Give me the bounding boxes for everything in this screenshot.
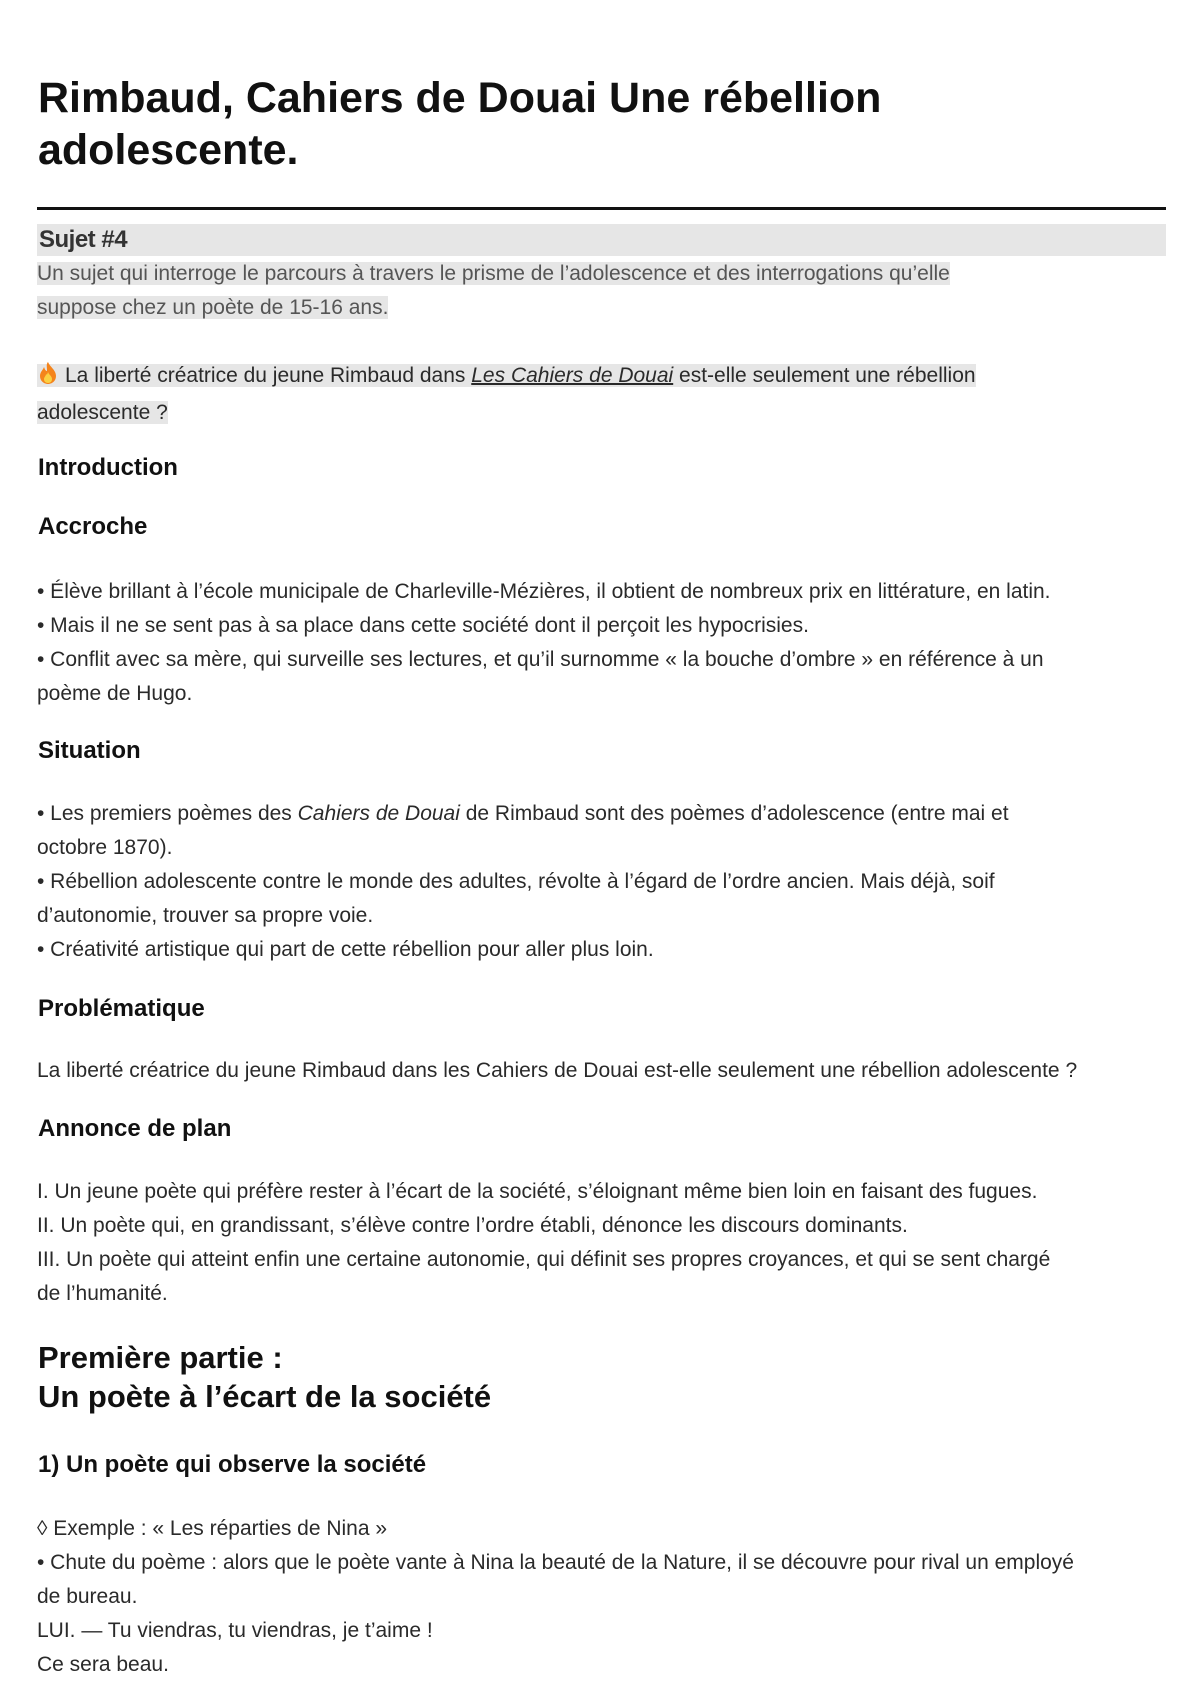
heading-sub-1: 1) Un poète qui observe la société [38, 1451, 427, 1478]
page-title [38, 72, 1138, 176]
plan-line: II. Un poète qui, en grandissant, s’élève contre l’ordre établi, dénonce les discours dominants. [37, 1214, 908, 1237]
question-text-pre: La liberté créatrice du jeune Rimbaud dans [65, 364, 472, 387]
heading-introduction: Introduction [38, 454, 178, 481]
situation-line-1-pre: • Les premiers poèmes des [37, 802, 298, 825]
question-text-post: est-elle seulement une rébellion [673, 364, 976, 387]
plan-line: I. Un jeune poète qui préfère rester à l’écart de la société, s’éloignant même bien loin en faisant des fugues. [37, 1180, 1038, 1203]
heading-partie-1 [38, 1338, 491, 1416]
sujet-desc-line-1: Un sujet qui interroge le parcours à travers le prisme de l’adolescence et des interrogations qu’elle [37, 262, 950, 285]
accroche-line: • Élève brillant à l’école municipale de Charleville-Mézières, il obtient de nombreux prix en littérature, en latin. [37, 580, 1051, 603]
partie-1-line: Ce sera beau. [37, 1653, 169, 1676]
question-title-link[interactable]: Les Cahiers de Douai [471, 364, 674, 387]
partie-1-line: LUI. — Tu viendras, tu viendras, je t’aime ! [37, 1619, 433, 1642]
accroche-text [37, 575, 1177, 711]
heading-annonce-de-plan: Annonce de plan [38, 1115, 232, 1142]
title-line-1: Rimbaud, Cahiers de Douai Une rébellion [38, 74, 882, 122]
question-line-2: adolescente ? [37, 401, 168, 424]
sujet-description [37, 257, 1177, 325]
fire-icon [37, 361, 59, 396]
sujet-label: Sujet #4 [39, 226, 128, 253]
heading-problematique: Problématique [38, 995, 205, 1022]
title-divider [37, 207, 1166, 210]
accroche-line: • Mais il ne se sent pas à sa place dans cette société dont il perçoit les hypocrisies. [37, 614, 809, 637]
problematique-text [37, 1054, 1177, 1088]
heading-accroche: Accroche [38, 513, 148, 540]
situation-line: octobre 1870). [37, 836, 173, 859]
situation-line: • Créativité artistique qui part de cette rébellion pour aller plus loin. [37, 938, 654, 961]
partie-1-line-2: Un poète à l’écart de la société [38, 1379, 492, 1414]
situation-text [37, 797, 1177, 967]
partie-1-line: de bureau. [37, 1585, 138, 1608]
partie-1-text [37, 1512, 1177, 1682]
situation-line: d’autonomie, trouver sa propre voie. [37, 904, 374, 927]
problematique-line: La liberté créatrice du jeune Rimbaud dans les Cahiers de Douai est-elle seulement une rébellion adolescente ? [37, 1059, 1078, 1082]
heading-situation: Situation [38, 737, 141, 764]
partie-1-line: ◊ Exemple : « Les réparties de Nina » [37, 1517, 388, 1540]
partie-1-line-1: Première partie : [38, 1340, 283, 1375]
plan-text [37, 1175, 1177, 1311]
sujet-question [37, 359, 1177, 430]
situation-line: • Rébellion adolescente contre le monde des adultes, révolte à l’égard de l’ordre ancien. Mais déjà, soif [37, 870, 995, 893]
situation-line-1-italic: Cahiers de Douai [297, 802, 460, 825]
title-line-2: adolescente. [38, 126, 299, 174]
plan-line: III. Un poète qui atteint enfin une certaine autonomie, qui définit ses propres croyances, et qui se sent chargé [37, 1248, 1051, 1271]
situation-line-1-post: de Rimbaud sont des poèmes d’adolescence (entre mai et [459, 802, 1009, 825]
sujet-desc-line-2: suppose chez un poète de 15-16 ans. [37, 296, 389, 319]
sujet-banner [37, 224, 1166, 256]
partie-1-line: • Chute du poème : alors que le poète vante à Nina la beauté de la Nature, il se découvre pour rival un employé [37, 1551, 1074, 1574]
accroche-line: poème de Hugo. [37, 682, 193, 705]
accroche-line: • Conflit avec sa mère, qui surveille ses lectures, et qu’il surnomme « la bouche d’ombre » en référence à un [37, 648, 1044, 671]
plan-line: de l’humanité. [37, 1282, 168, 1305]
